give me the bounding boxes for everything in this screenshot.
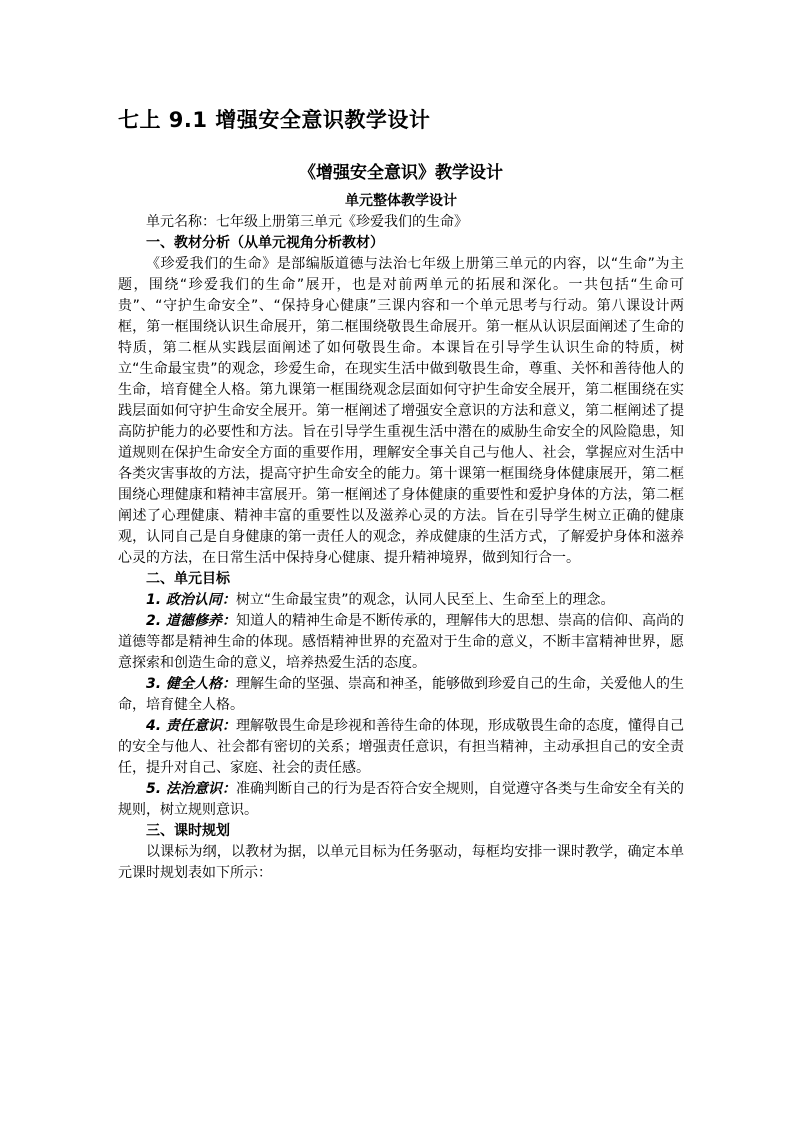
section-heading-textbook-analysis: 一、教材分析（从单元视角分析教材） — [146, 235, 384, 251]
unit-goal-label: 2. 道德修养： — [146, 613, 236, 629]
unit-goal-item — [118, 779, 684, 821]
document-main-title: 七上 9.1 增强安全意识教学设计 — [118, 108, 431, 132]
section-heading-lesson-planning: 三、课时规划 — [146, 823, 230, 839]
lesson-planning-paragraph: 以课标为纲，以教材为据，以单元目标为任务驱动，每框均安排一课时教学，确定本单元课时规划表如下所示： — [118, 844, 684, 881]
unit-goal-item — [118, 716, 684, 779]
unit-design-subtitle: 单元整体教学设计 — [345, 193, 457, 209]
textbook-analysis-paragraph: 《珍爱我们的生命》是部编版道德与法治七年级上册第三单元的内容，以“生命”为主题，围绕“珍爱我们的生命”展开，也是对前两单元的拓展和深化。一共包括“生命可贵”、“守护生命安全”、“保持身心健康”三课内容和一个单元思考与行动。第八课设计两框，第一框围绕认识生命展开，第二框围绕敬畏生命展开。第一框从认识层面阐述了生命的特质，第二框从实践层面阐述了如何敬畏生命。本课旨在引导学生认识生命的特质，树立“生命最宝贵”的观念，珍爱生命，在现实生活中做到敬畏生命，尊重、关怀和善待他人的生命，培育健全人格。第九课第一框围绕观念层面如何守护生命安全展开，第二框围绕在实践层面如何守护生命安全展开。第一框阐述了增强安全意识的方法和意义，第二框阐述了提高防护能力的必要性和方法。旨在引导学生重视生活中潜在的威胁生命安全的风险隐患，知道规则在保护生命安全方面的重要作用，理解安全事关自己与他人、社会，掌握应对生活中各类灾害事故的方法，提高守护生命安全的能力。第十课第一框围绕身体健康展开，第二框围绕心理健康和精神丰富展开。第一框阐述了身体健康的重要性和爱护身体的方法，第二框阐述了心理健康、精神丰富的重要性以及滋养心灵的方法。旨在引导学生树立正确的健康观，认同自己是自身健康的第一责任人的观念，养成健康的生活方式，了解爱护身体和滋养心灵的方法，在日常生活中保持身心健康、提升精神境界，做到知行合一。 — [118, 256, 684, 566]
document-content — [118, 158, 684, 884]
unit-goal-label: 1. 政治认同： — [146, 592, 236, 608]
section-heading-unit-goals: 二、单元目标 — [146, 571, 230, 587]
unit-goal-text: 树立“生命最宝贵”的观念，认同人民至上、生命至上的理念。 — [235, 592, 615, 608]
lesson-title: 《增强安全意识》教学设计 — [299, 163, 503, 183]
unit-goal-text: 理解生命的坚强、崇高和神圣，能够做到珍爱自己的生命，关爱他人的生命，培育健全人格。 — [118, 676, 685, 713]
unit-goal-item — [118, 674, 684, 716]
unit-goal-item — [118, 611, 684, 674]
unit-goal-label: 3. 健全人格： — [146, 676, 236, 692]
unit-goal-text: 准确判断自己的行为是否符合安全规则，自觉遵守各类与生命安全有关的规则，树立规则意识。 — [118, 781, 685, 818]
unit-goal-label: 4. 责任意识： — [146, 718, 236, 734]
unit-goal-item — [118, 590, 684, 611]
unit-name: 单元名称：七年级上册第三单元《珍爱我们的生命》 — [146, 214, 468, 230]
unit-goal-text: 知道人的精神生命是不断传承的，理解伟大的思想、崇高的信仰、高尚的道德等都是精神生命的体现。感悟精神世界的充盈对于生命的意义，不断丰富精神世界，愿意探索和创造生命的意义，培养热爱生活的态度。 — [118, 613, 685, 671]
unit-goal-text: 理解敬畏生命是珍视和善待生命的体现，形成敬畏生命的态度，懂得自己的安全与他人、社会都有密切的关系；增强责任意识，有担当精神，主动承担自己的安全责任，提升对自己、家庭、社会的责任感。 — [118, 718, 685, 776]
unit-goal-label: 5. 法治意识： — [146, 781, 236, 797]
